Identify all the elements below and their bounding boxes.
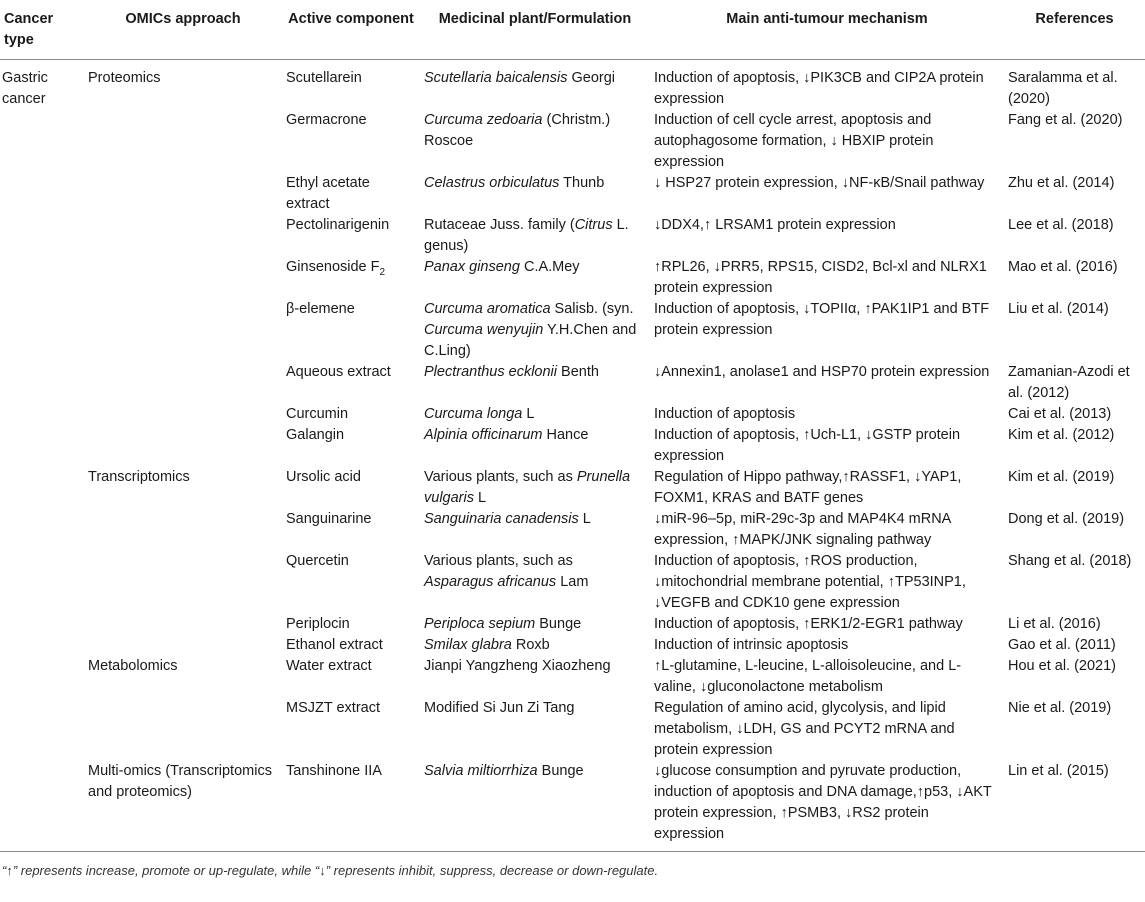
- reference-cell: Liu et al. (2014): [1008, 301, 1109, 317]
- active-component-cell: Water extract: [286, 658, 372, 674]
- cancer-type-cell: [0, 299, 84, 362]
- reference-cell: Hou et al. (2021): [1008, 658, 1117, 674]
- active-component-cell: Ethanol extract: [286, 637, 383, 653]
- omics-approach-cell: [84, 551, 282, 614]
- cancer-type-cell: [0, 509, 84, 551]
- mechanism-cell: ↓miR-96–5p, miR-29c-3p and MAP4K4 mRNA expression, ↑MAPK/JNK signaling pathway: [654, 511, 951, 548]
- cancer-type-cell: [0, 761, 84, 852]
- mechanism-cell: Induction of apoptosis, ↓TOPIIα, ↑PAK1IP1 and BTF protein expression: [654, 301, 990, 338]
- mechanism-cell: Induction of cell cycle arrest, apoptosis and autophagosome formation, ↓ HBXIP protein expression: [654, 112, 934, 170]
- reference-cell: Li et al. (2016): [1008, 616, 1101, 632]
- omics-approach-cell: Proteomics: [88, 70, 161, 86]
- table-row: [0, 698, 1145, 761]
- cancer-type-cell: [0, 698, 84, 761]
- medicinal-plant-cell: Various plants, such as Asparagus africanus Lam: [424, 553, 589, 590]
- header-row: [0, 5, 1145, 60]
- reference-cell: Mao et al. (2016): [1008, 259, 1118, 275]
- header-medicinal-plant: Medicinal plant/Formulation: [420, 5, 650, 60]
- reference-cell: Zhu et al. (2014): [1008, 175, 1115, 191]
- active-component-cell: Sanguinarine: [286, 511, 372, 527]
- medicinal-plant-cell: Sanguinaria canadensis L: [424, 511, 591, 527]
- omics-approach-cell: [84, 635, 282, 656]
- omics-approach-cell: [84, 614, 282, 635]
- active-component-cell: Germacrone: [286, 112, 367, 128]
- table-row: [0, 257, 1145, 299]
- mechanism-cell: ↓ HSP27 protein expression, ↓NF-κB/Snail pathway: [654, 175, 985, 191]
- cancer-type-cell: [0, 467, 84, 509]
- table-row: [0, 614, 1145, 635]
- header-omics-approach: OMICs approach: [84, 5, 282, 60]
- medicinal-plant-cell: Plectranthus ecklonii Benth: [424, 364, 599, 380]
- cancer-type-cell: [0, 215, 84, 257]
- cancer-type-cell: [0, 635, 84, 656]
- reference-cell: Kim et al. (2012): [1008, 427, 1115, 443]
- medicinal-plant-cell: Various plants, such as Prunella vulgaris L: [424, 469, 631, 506]
- medicinal-plant-cell: Panax ginseng C.A.Mey: [424, 259, 580, 275]
- omics-approach-cell: [84, 110, 282, 173]
- medicinal-plant-cell: Curcuma longa L: [424, 406, 535, 422]
- table-row: [0, 404, 1145, 425]
- medicinal-plant-cell: Scutellaria baicalensis Georgi: [424, 70, 616, 86]
- medicinal-plant-cell: Periploca sepium Bunge: [424, 616, 582, 632]
- reference-cell: Lin et al. (2015): [1008, 763, 1109, 779]
- table-row: [0, 761, 1145, 852]
- medicinal-plant-cell: Smilax glabra Roxb: [424, 637, 550, 653]
- mechanism-cell: ↓DDX4,↑ LRSAM1 protein expression: [654, 217, 896, 233]
- omics-table: [0, 5, 1145, 852]
- table-row: [0, 60, 1145, 111]
- active-component-cell: Tanshinone IIA: [286, 763, 382, 779]
- omics-approach-cell: Transcriptomics: [88, 469, 190, 485]
- table-row: [0, 551, 1145, 614]
- active-component-cell: Ginsenoside $F_2$: [286, 259, 386, 278]
- medicinal-plant-cell: Curcuma aromatica Salisb. (syn. Curcuma wenyujin Y.H.Chen and C.Ling): [424, 301, 637, 359]
- reference-cell: Shang et al. (2018): [1008, 553, 1132, 569]
- omics-approach-cell: [84, 425, 282, 467]
- omics-approach-cell: [84, 698, 282, 761]
- active-component-cell: MSJZT extract: [286, 700, 380, 716]
- active-component-cell: β-elemene: [286, 301, 355, 317]
- active-component-cell: Aqueous extract: [286, 364, 391, 380]
- mechanism-cell: ↓glucose consumption and pyruvate production, induction of apoptosis and DNA damage,↑p53, ↓AKT protein expression, ↑PSMB3, ↓RS2 protein expression: [654, 763, 992, 842]
- mechanism-cell: ↑RPL26, ↓PRR5, RPS15, CISD2, Bcl-xl and NLRX1 protein expression: [654, 259, 987, 296]
- cancer-type-cell: [0, 404, 84, 425]
- omics-approach-cell: Metabolomics: [88, 658, 178, 674]
- medicinal-plant-cell: Rutaceae Juss. family (Citrus L. genus): [424, 217, 629, 254]
- active-component-cell: Curcumin: [286, 406, 349, 422]
- omics-approach-cell: [84, 299, 282, 362]
- table-row: [0, 425, 1145, 467]
- reference-cell: Gao et al. (2011): [1008, 637, 1116, 653]
- table-row: [0, 110, 1145, 173]
- cancer-type-cell: Gastric cancer: [2, 70, 48, 107]
- medicinal-plant-cell: Curcuma zedoaria (Christm.) Roscoe: [424, 112, 611, 149]
- medicinal-plant-cell: Jianpi Yangzheng Xiaozheng: [424, 658, 611, 674]
- header-mechanism: Main anti-tumour mechanism: [650, 5, 1004, 60]
- omics-approach-cell: [84, 215, 282, 257]
- reference-cell: Lee et al. (2018): [1008, 217, 1114, 233]
- omics-approach-cell: [84, 173, 282, 215]
- cancer-type-cell: [0, 614, 84, 635]
- mechanism-cell: Induction of apoptosis, ↑ROS production, ↓mitochondrial membrane potential, ↑TP53INP1, ↓VEGFB and CDK10 gene expression: [654, 553, 966, 611]
- table-row: [0, 173, 1145, 215]
- table-row: [0, 299, 1145, 362]
- header-references: References: [1004, 5, 1145, 60]
- header-active-component: Active component: [282, 5, 420, 60]
- mechanism-cell: Induction of apoptosis, ↑Uch-L1, ↓GSTP protein expression: [654, 427, 961, 464]
- table-row: [0, 635, 1145, 656]
- active-component-cell: Scutellarein: [286, 70, 362, 86]
- mechanism-cell: Induction of apoptosis, ↑ERK1/2-EGR1 pathway: [654, 616, 963, 632]
- active-component-cell: Quercetin: [286, 553, 349, 569]
- table-row: [0, 467, 1145, 509]
- reference-cell: Kim et al. (2019): [1008, 469, 1115, 485]
- reference-cell: Saralamma et al. (2020): [1008, 70, 1118, 107]
- active-component-cell: Pectolinarigenin: [286, 217, 390, 233]
- table-row: [0, 509, 1145, 551]
- mechanism-cell: Induction of intrinsic apoptosis: [654, 637, 849, 653]
- reference-cell: Nie et al. (2019): [1008, 700, 1112, 716]
- table-row: [0, 362, 1145, 404]
- mechanism-cell: Induction of apoptosis: [654, 406, 796, 422]
- table-footnote: “↑” represents increase, promote or up-regulate, while “↓” represents inhibit, suppress, decrease or down-regulate.: [2, 863, 659, 878]
- omics-approach-cell: [84, 509, 282, 551]
- table-row: [0, 215, 1145, 257]
- header-cancer-type: Cancer type: [0, 5, 84, 60]
- cancer-type-cell: [0, 110, 84, 173]
- mechanism-cell: Induction of apoptosis, ↓PIK3CB and CIP2A protein expression: [654, 70, 984, 107]
- medicinal-plant-cell: Alpinia officinarum Hance: [424, 427, 589, 443]
- omics-approach-cell: Multi-omics (Transcriptomics and proteomics): [88, 763, 272, 800]
- mechanism-cell: ↑L-glutamine, L-leucine, L-alloisoleucine, and L-valine, ↓gluconolactone metabolism: [654, 658, 962, 695]
- omics-approach-cell: [84, 404, 282, 425]
- cancer-type-cell: [0, 173, 84, 215]
- table-row: [0, 656, 1145, 698]
- active-component-cell: Periplocin: [286, 616, 350, 632]
- mechanism-cell: ↓Annexin1, anolase1 and HSP70 protein expression: [654, 364, 990, 380]
- reference-cell: Fang et al. (2020): [1008, 112, 1123, 128]
- cancer-type-cell: [0, 656, 84, 698]
- medicinal-plant-cell: Celastrus orbiculatus Thunb: [424, 175, 605, 191]
- active-component-cell: Ethyl acetate extract: [286, 175, 370, 212]
- reference-cell: Dong et al. (2019): [1008, 511, 1125, 527]
- cancer-type-cell: [0, 551, 84, 614]
- cancer-type-cell: [0, 425, 84, 467]
- reference-cell: Cai et al. (2013): [1008, 406, 1112, 422]
- mechanism-cell: Regulation of Hippo pathway,↑RASSF1, ↓YAP1, FOXM1, KRAS and BATF genes: [654, 469, 962, 506]
- cancer-type-cell: [0, 362, 84, 404]
- reference-cell: Zamanian-Azodi et al. (2012): [1008, 364, 1130, 401]
- active-component-cell: Galangin: [286, 427, 345, 443]
- mechanism-cell: Regulation of amino acid, glycolysis, and lipid metabolism, ↓LDH, GS and PCYT2 mRNA and protein expression: [654, 700, 955, 758]
- medicinal-plant-cell: Salvia miltiorrhiza Bunge: [424, 763, 584, 779]
- active-component-cell: Ursolic acid: [286, 469, 361, 485]
- omics-approach-cell: [84, 257, 282, 299]
- cancer-type-cell: [0, 257, 84, 299]
- medicinal-plant-cell: Modified Si Jun Zi Tang: [424, 700, 575, 716]
- omics-approach-cell: [84, 362, 282, 404]
